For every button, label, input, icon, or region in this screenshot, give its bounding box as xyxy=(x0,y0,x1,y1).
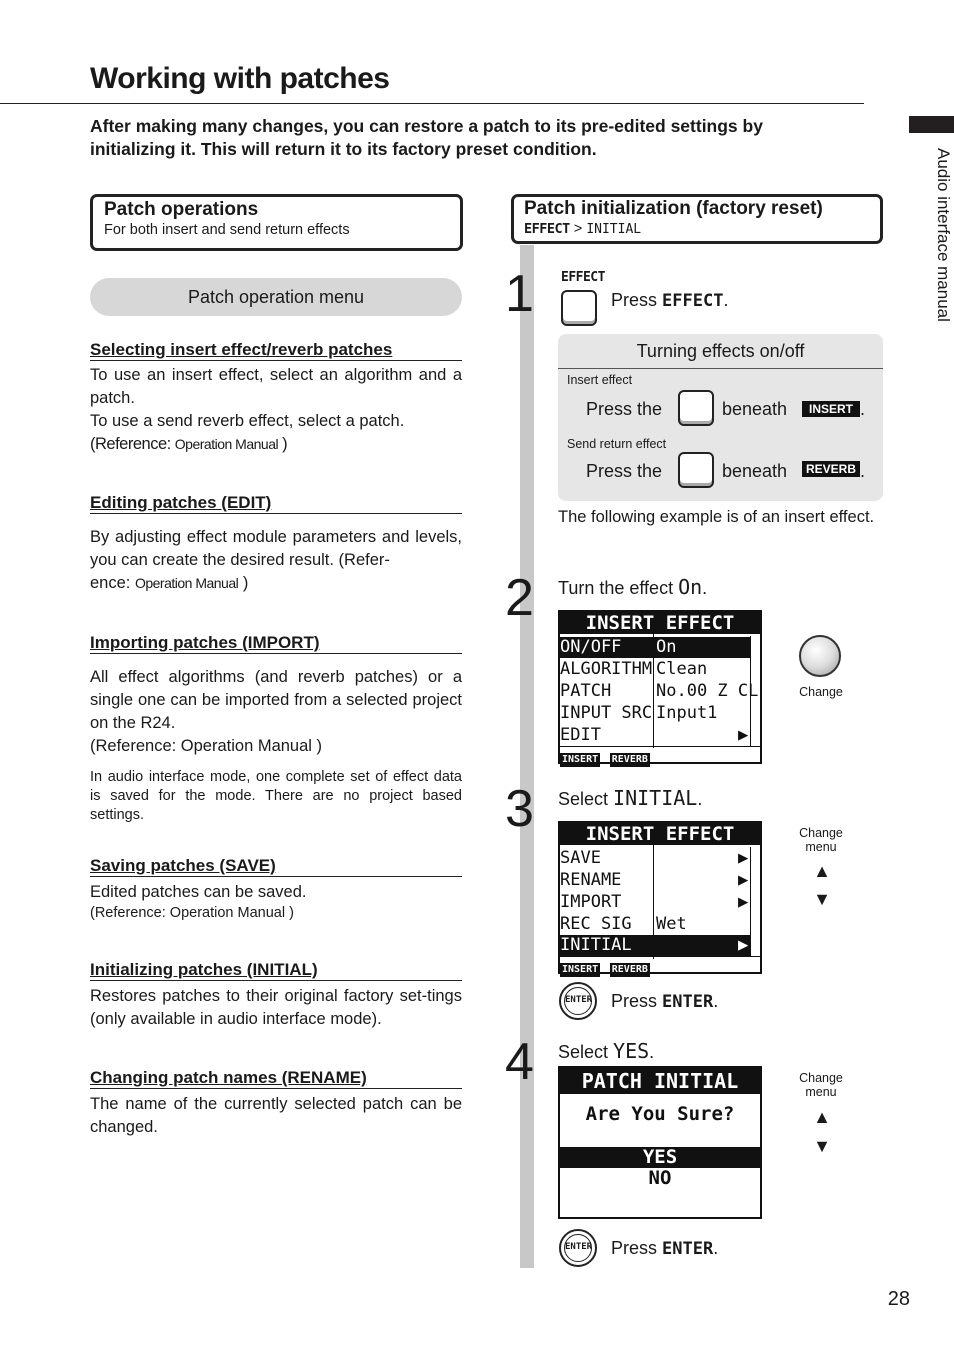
lcd-column-divider xyxy=(653,845,654,959)
section-heading-importing: Importing patches (IMPORT) xyxy=(90,633,462,654)
step-4-number: 4 xyxy=(505,1033,534,1091)
example-note: The following example is of an insert effect. xyxy=(558,508,875,526)
change-menu-caption: Change menu xyxy=(799,1071,843,1099)
lcd-tab-bar xyxy=(560,956,760,975)
section-body-saving xyxy=(90,881,462,923)
step-4-press-enter: Press ENTER. xyxy=(611,1238,719,1259)
patch-initialization-box xyxy=(511,194,883,244)
section-heading-editing: Editing patches (EDIT) xyxy=(90,493,462,514)
saving-reference: (Reference: Operation Manual ) xyxy=(90,905,294,921)
step-3-press-enter: Press ENTER. xyxy=(611,991,719,1012)
step-4-instruction: Select YES. xyxy=(558,1039,655,1063)
down-arrow-icon[interactable]: ▼ xyxy=(813,1136,831,1156)
page-number: 28 xyxy=(887,1288,910,1310)
lcd-tab-reverb: REVERB xyxy=(611,964,648,975)
patch-operation-menu-pill: Patch operation menu xyxy=(90,278,462,316)
side-label: Audio interface manual xyxy=(934,148,953,322)
editing-ref-doc: Operation Manual xyxy=(134,575,239,591)
editing-ref-suffix: ) xyxy=(238,574,249,592)
editing-text-1: By adjusting effect module parameters and levels, you can create the desired result. (Refer- xyxy=(90,528,462,569)
lcd-row: INPUT SRC Input1 xyxy=(560,703,718,723)
lcd-tab-bar xyxy=(560,746,760,765)
title-divider xyxy=(0,103,864,104)
step-1-instruction: Press EFFECT. xyxy=(611,290,729,311)
lcd-title: PATCH INITIAL xyxy=(560,1068,760,1094)
lcd-title: INSERT EFFECT xyxy=(560,612,760,634)
lcd-question: Are You Sure? xyxy=(585,1103,735,1125)
step-2-instruction: Turn the effect On. xyxy=(558,575,708,599)
lcd-title: INSERT EFFECT xyxy=(560,823,760,845)
send-press-the: Press the xyxy=(586,461,663,481)
insert-dot: . xyxy=(860,399,866,419)
lcd-row: IMPORT ▶ xyxy=(560,892,749,912)
enter-key-icon[interactable]: ENTER xyxy=(559,1229,597,1267)
saving-text-1: Edited patches can be saved. xyxy=(90,883,307,901)
patch-initialization-path: EFFECT > INITIAL xyxy=(524,221,642,237)
side-tab-marker xyxy=(909,116,954,133)
editing-text-2: ence: xyxy=(90,574,135,592)
send-beneath: beneath xyxy=(722,461,788,481)
change-menu-caption: Change menu xyxy=(799,826,843,854)
section-heading-saving: Saving patches (SAVE) xyxy=(90,856,462,877)
insert-tab-tag: INSERT xyxy=(802,401,860,417)
lcd-insert-effect-menu xyxy=(558,821,762,974)
section-body-importing xyxy=(90,666,462,758)
lcd-option-yes: YES xyxy=(560,1147,760,1168)
lcd-tab-insert: INSERT xyxy=(562,754,599,765)
patch-operations-box xyxy=(90,194,463,251)
step-3-number: 3 xyxy=(505,780,534,838)
step-3-instruction: Select INITIAL. xyxy=(558,786,703,810)
insert-press-the: Press the xyxy=(586,399,663,419)
effect-key-label: EFFECT xyxy=(561,270,605,285)
lcd-insert-effect-onoff xyxy=(558,610,762,764)
section-heading-selecting: Selecting insert effect/reverb patches xyxy=(90,340,462,361)
patch-operations-title: Patch operations xyxy=(104,199,259,220)
patch-initialization-title: Patch initialization (factory reset) xyxy=(524,198,823,219)
selecting-text-2: To use a send reverb effect, select a patch. xyxy=(90,412,405,430)
reverb-tab-tag: REVERB xyxy=(802,461,860,477)
dial-knob-icon[interactable] xyxy=(799,635,841,677)
section-body-initializing: Restores patches to their original factory set-tings (only available in audio interface mode). xyxy=(90,987,462,1028)
lcd-row: ALGORITHM Clean xyxy=(560,659,708,679)
lcd-tab-reverb: REVERB xyxy=(611,754,648,765)
insert-effect-label: Insert effect xyxy=(567,373,633,387)
intro-text: After making many changes, you can restore a patch to its pre-edited settings by initializing it. This will return it to its factory preset condition. xyxy=(90,116,763,159)
lcd-scrollbar xyxy=(750,847,759,957)
importing-note: In audio interface mode, one complete set of effect data is saved for the mode. There are no project based settings. xyxy=(90,769,462,823)
lcd-option-no: NO xyxy=(648,1167,672,1189)
step-1-number: 1 xyxy=(505,265,534,323)
knob-caption: Change xyxy=(799,685,843,699)
lcd-row: REC SIG Wet xyxy=(560,914,687,934)
up-arrow-icon[interactable]: ▲ xyxy=(813,1107,831,1127)
send-dot: . xyxy=(860,461,866,481)
turning-effects-title: Turning effects on/off xyxy=(636,341,805,361)
lcd-column-divider xyxy=(653,634,654,748)
effect-key-icon[interactable] xyxy=(561,290,597,326)
enter-key-icon[interactable]: ENTER xyxy=(559,982,597,1020)
up-arrow-icon[interactable]: ▲ xyxy=(813,861,831,881)
importing-text-1: All effect algorithms (and reverb patches) or a single one can be imported from a selected project on the R24. xyxy=(90,668,462,732)
lcd-row: SAVE ▶ xyxy=(560,848,749,868)
turning-effects-divider xyxy=(558,368,883,369)
lcd-row-selected: INITIAL ▶ xyxy=(560,935,749,955)
selecting-text-1: To use an insert effect, select an algorithm and a patch. xyxy=(90,366,462,407)
patch-operations-subtitle: For both insert and send return effects xyxy=(104,222,350,238)
step-2-number: 2 xyxy=(505,569,534,627)
insert-function-key-icon[interactable] xyxy=(678,390,714,426)
lcd-row: EDIT ▶ xyxy=(560,725,749,745)
section-body-editing xyxy=(90,526,462,595)
down-arrow-icon[interactable]: ▼ xyxy=(813,889,831,909)
lcd-patch-initial xyxy=(558,1066,762,1219)
lcd-scrollbar xyxy=(750,636,759,746)
importing-reference: (Reference: Operation Manual ) xyxy=(90,737,323,755)
section-body-selecting xyxy=(90,364,462,456)
section-heading-renaming: Changing patch names (RENAME) xyxy=(90,1068,462,1089)
send-function-key-icon[interactable] xyxy=(678,452,714,488)
insert-beneath: beneath xyxy=(722,399,788,419)
section-body-renaming: The name of the currently selected patch can be changed. xyxy=(90,1095,462,1136)
section-heading-initializing: Initializing patches (INITIAL) xyxy=(90,960,462,981)
page-title: Working with patches xyxy=(90,62,390,95)
selecting-reference: (Reference: Operation Manual ) xyxy=(90,435,288,453)
lcd-tab-insert: INSERT xyxy=(562,964,599,975)
send-return-label: Send return effect xyxy=(567,437,667,451)
lcd-row: RENAME ▶ xyxy=(560,870,749,890)
lcd-row: PATCH No.00 Z CL xyxy=(560,681,759,701)
lcd-row-selected: ON/OFF On xyxy=(560,637,750,658)
steps-sidebar xyxy=(520,245,534,1268)
